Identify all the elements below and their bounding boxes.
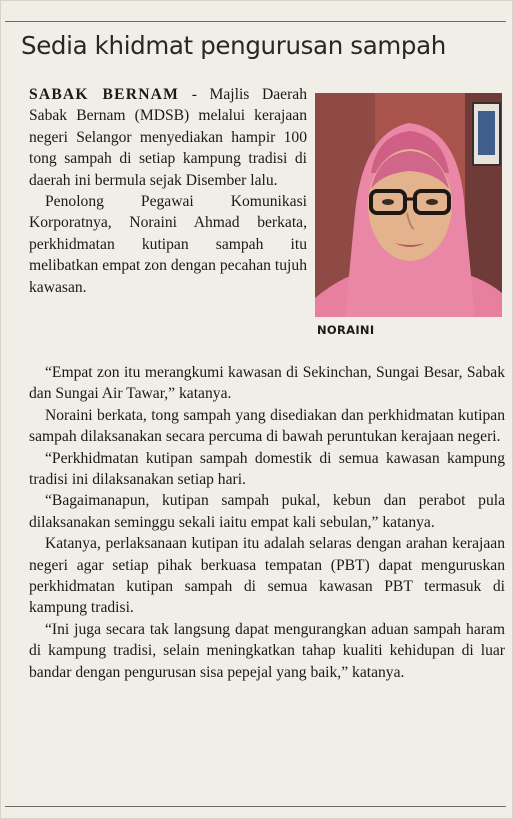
bottom-rule: [5, 806, 506, 807]
body-paragraph-3: “Perkhidmatan kutipan sampah domestik di semua kawasan kampung tradisi ini dilaksanakan setiap hari.: [29, 449, 505, 489]
body-paragraph-5: Katanya, perlaksanaan kutipan itu adalah selaras dengan arahan kerajaan negeri agar setiap pihak berkuasa tempatan (PBT) dapat menguruskan perkhidmatan kutipan sampah di semua kawasan PBT termasuk di kampung tradisi.: [29, 535, 505, 617]
portrait-photo: [315, 93, 502, 317]
body-paragraph-4: “Bagaimanapun, kutipan sampah pukal, kebun dan perabot pula dilaksanakan seminggu sekali iaitu empat kali sebulan,” katanya.: [29, 492, 505, 531]
portrait-illustration: [315, 93, 502, 317]
body-paragraph-2: Noraini berkata, tong sampah yang disediakan dan perkhidmatan kutipan sampah dilaksanakan secara percuma di bawah peruntukan kerajaan negeri.: [29, 406, 505, 446]
body-paragraph-6: “Ini juga secara tak langsung dapat mengurangkan aduan sampah haram di kampung tradisi, selain meningkatkan tahap kualiti kehidupan di luar bandar dengan pengurusan sisa pepejal yang baik,” katanya.: [29, 620, 505, 681]
photo-caption: NORAINI: [317, 323, 375, 337]
intro-column: [29, 84, 307, 298]
intro-paragraph-2: Penolong Pegawai Komunikasi Korporatnya, Noraini Ahmad berkata, perkhidmatan kutipan sampah itu melibatkan empat zon dengan pecahan tujuh kawasan.: [29, 193, 307, 296]
body-column: [29, 362, 505, 683]
intro-paragraph-1: [29, 84, 307, 191]
intro-paragraph-1-text: Majlis Daerah Sabak Bernam (MDSB) melalui kerajaan negeri Selangor menyediakan hampir 100 tong sampah di setiap kampung tradisi di daerah ini bermula sejak Disember lalu.: [29, 86, 308, 189]
dateline-separator: -: [179, 86, 210, 103]
top-rule: [5, 21, 506, 22]
body-paragraph-1: “Empat zon itu merangkumi kawasan di Sekinchan, Sungai Besar, Sabak dan Sungai Air Tawar,” katanya.: [29, 364, 505, 403]
article-headline: Sedia khidmat pengurusan sampah: [21, 31, 446, 60]
dateline: SABAK BERNAM: [29, 86, 180, 103]
